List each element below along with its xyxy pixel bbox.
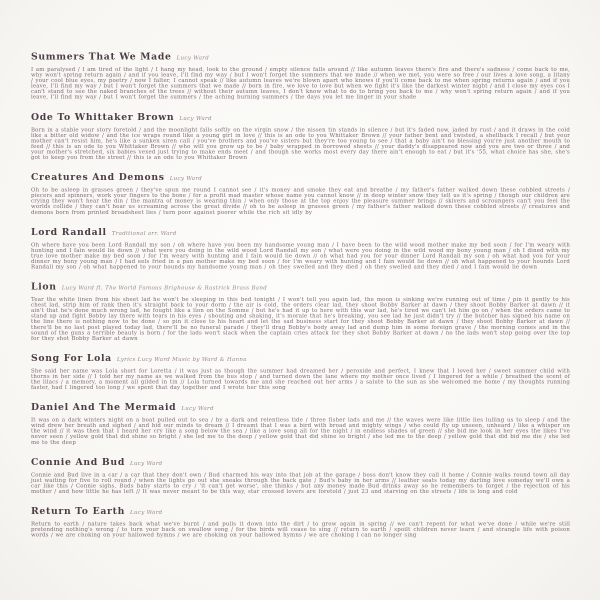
song-title: Return To Earth (31, 506, 126, 517)
song-credit: Lucy Ward (130, 509, 163, 516)
song-title: Daniel And The Mermaid (31, 402, 177, 413)
song-heading (31, 353, 570, 364)
song-section-summers-that-we-made (31, 52, 570, 100)
song-lyrics: Born in a stable your story foretold / and the moonlight falls softly on the virgin snow / the nissen tin stands in silence / but it's faded now, jaded by rust / and it draws in the cold like a bitter old widow / and the ice wraps round like a young girl in love // this is an ode to you Whittaker Brown // your father bent and twisted, a shellback I recall / but your mother can't resist him, he's like a sunken siren call / you've brothers and you've sisters but they're too young to see / that a baby ain't no blessing you're just another mouth to feed // this is an ode to you Whittaker Brown // who will you grow up to be / baby wrapped in borrowed sheets // your daddy's disappeared now and you are two or three / and your mother's stretched, six babies vexed just trying to make ends meet / and though she works most every day there ain't enough to eat / but it's '55, what choice has she, she's got to keep you from the street // this is an ode to you Whittaker Brown (31, 126, 570, 161)
song-heading (31, 52, 570, 63)
song-heading (31, 457, 570, 468)
song-lyrics: Oh where have you been Lord Randall my son / oh where have you been my handsome young man / I have been to the wild wood mother make my bed soon / for I'm weary with hunting and I fain would lie down // what were you doing in the wild wood Lord Randall my son / what were you doing in the wild wood my bony young man / oh I dined with my true love mother make my bed soon / for I'm weary with hunting and I fain would lie down // oh what had you for your dinner Lord Randall my son / oh what had you for your dinner my bony young man / I had eels fried in a pan mother make my bed soon / for I'm weary with hunting and I fain would lie down // oh what happened to your hounds Lord Randall my son / oh what happened to your hounds my handsome young man / oh they swelled and they died / oh they swelled and they died / and I fain would lie down (31, 241, 570, 270)
song-section-creatures-and-demons (31, 173, 570, 215)
song-credit: Lucy Ward (181, 405, 214, 412)
song-credit: Lucy Ward (130, 459, 163, 467)
song-title: Ode To Whittaker Brown (31, 111, 175, 123)
song-lyrics: Oh to be asleep in grasses green / they've spun me round I cannot see / it's money and smoke they eat and breathe / my father's father walked down these cobbled streets / piecers and spinners, work your fingers to the bone / for a profit mad master whose name you cannot know // in deep winter snow they tell us it's spring / though our children are crying they won't hear the din / the mantra of money is wearing thin / when only those at the top enjoy the pleasure summer brings // skivers and scroungers can't you feel the worlds collide / they can't hear us screaming across the great divide // oh to be asleep in grasses green / my father's father walked down these cobbled streets // creatures and demons born from printed broadsheet lies / turn poor against poorer while the rich sit idly by (31, 186, 570, 216)
song-lyrics: I am paralysed / I am tired of the light / I hang my head, look to the ground / empty silence falls around // like autumn leaves there's fire and there's sadness / come back to me, why won't spring return again / and if you leave, I'll find my way / but I won't forget the summers that we made // when we met, you were so free / our lives a love song, a litany / your cool blue eyes, my poetry / now I falter, I cannot speak // like autumn leaves we're blown apart who knows if you'll come back to me when spring returns again / and if you leave, I'll find my way / but I won't forget the summers that we made // born in fire, we love to love but when we fight it's like the darkest winter night / and I close my eyes cos I can't stand to see the naked branches of the trees // without their autumn leaves, I don't know what to do to bring you back to me / why won't spring return again / and if you leave, I'll find my way / but I won't forget the summers / the aching burning summers / the days you let me linger in your shade (31, 66, 570, 101)
song-title: Lion (31, 281, 57, 293)
song-heading (31, 227, 570, 238)
song-title: Summers That We Made (31, 51, 172, 62)
song-title: Creatures And Demons (31, 172, 165, 183)
song-lyrics: It was on a dark winters night on a boat pulled out to sea / by a dark and relentless tide / three fisher lads and me // the waves were like little lies lulling us to sleep / and the wind drew her breath and sighed / and bid our minds to dream // I dreamt that I was a bird with broad and mighty wings / who could fly up unseen, unheard / like a whisper on the wind // it was then that I heard her cry like a song below the sea / like a love song all for the night / in endless shades of green // she bid me look in her eyes the likes I've never seen / yellow gold that did shine so bright / she led me to the deep / yellow gold that did shine so bright / she led me to the deep / yellow gold that did bid me die / she led me to the deep (31, 416, 570, 446)
song-credit: Lucy Ward (179, 114, 212, 122)
song-lyrics: Tear the white linen from his sheet lad he won't be sleeping in this bed tonight / I won't tell you again lad, the moon is sinking we're running out of time / pin it gently to his chest lad, strip him of rank then it's straight back to your dorm / the air is cold, the orders clear lad, they shoot Bobby Barker at dawn / they shoot Bobby Barker at dawn // it ain't that he's done much wrong lad, he fought like a lion on the Somme / but he's had it up to here with this war lad, he's tired we can't let him go on / when the orders came to stand up and fight Bobby lay there with tears in his eyes / shouting and shaking, it's morale that he's breaking, you see lad he just didn't try // the butcher has signed his name on the line there is nothing now to be done / so pin it close to his heart and let the sad business start for they shoot Bobby Barker at dawn / they shoot Bobby Barker at dawn // there'll be no last post played today lad, there'll be no funeral parade / they'll drag Bobby's body away lad and dump him in some foreign grave / the morning comes and in the sound of the guns a terrible beauty is born / for the lads won't slack when the captain cries attack for they shot Bobby Barker at dawn / no the lads won't stop going over the top for they shot Bobby Barker at dawn (31, 296, 570, 342)
song-section-lord-randall (31, 227, 570, 269)
song-section-return-to-earth (31, 507, 570, 538)
song-title: Connie And Bud (31, 456, 126, 468)
song-title: Lord Randall (31, 226, 107, 238)
song-heading (31, 112, 570, 123)
song-credit: Traditional arr. Ward (111, 229, 177, 237)
song-heading (31, 173, 570, 184)
song-lyrics: She said her name was Lola short for Loretta / it was just as though the summer had dreamed her / peroxide and perfect, I knew that I loved her / sweet summer child with thorns in her side // I told her my name as we walked from the bus stop / and turned down the lane where my mother once lived / I lingered for a while / breathed the scent of the lilacs / a memory, a moment all gilded in tin // Lola turned towards me and she reached out her arms / a salute to the sun as she welcomed me home / my thoughts running faster, had I lingered too long / we spent that day together and I wrote her this song (31, 367, 570, 391)
lyric-sheet (31, 52, 570, 550)
song-title: Song For Lola (31, 352, 112, 364)
song-credit: Lyrics Lucy Ward Music by Ward & Hanna (116, 355, 247, 363)
song-section-lion (31, 282, 570, 341)
song-credit: Lucy Ward ft. The World Famous Brighouse & Rastrick Brass Band (61, 284, 268, 292)
song-credit: Lucy Ward (176, 54, 210, 61)
song-section-connie-and-bud (31, 457, 570, 494)
song-heading (31, 507, 570, 518)
song-section-daniel-and-the-mermaid (31, 403, 570, 445)
song-section-ode-to-whittaker-brown (31, 112, 570, 160)
song-heading (31, 403, 570, 414)
song-lyrics: Return to earth / nature takes back what we've burnt / and pulls it down into the dirt / to grow again in spring // we can't repent for what we've done / while we're still pretending nothing's wrong / to turn your back on swallow song / for the birds will cease to sing // return to earth / spoilt children never learn / and strangle life with poison words / we are choking on your hallowed hymns / we are choking on your hallowed hymns / we are choking I can no longer sing (31, 520, 570, 539)
song-section-song-for-lola (31, 353, 570, 390)
song-credit: Lucy Ward (169, 175, 203, 182)
song-lyrics: Connie and Bud live in a car / a car that they don't own / Bud charmed his way into that job at the garage / boss don't know they call it home / Connie walks round town all day just waiting for five to roll round / when the lights go out she sneaks through the back gate / Bud's baby in her arms // leather seats today my darling love someday we'll own a car like this / Connie sighs, Buds baby starts to cry / 'it can't get worse', she thinks / but any money made Bud drinks away so he remembers to forget / the rejection of his mother / and how little he has left // It was never meant to be this way, star crossed lovers are foretold / just 23 and starving on the streets / life is long and cold (31, 471, 570, 495)
song-heading (31, 282, 570, 293)
